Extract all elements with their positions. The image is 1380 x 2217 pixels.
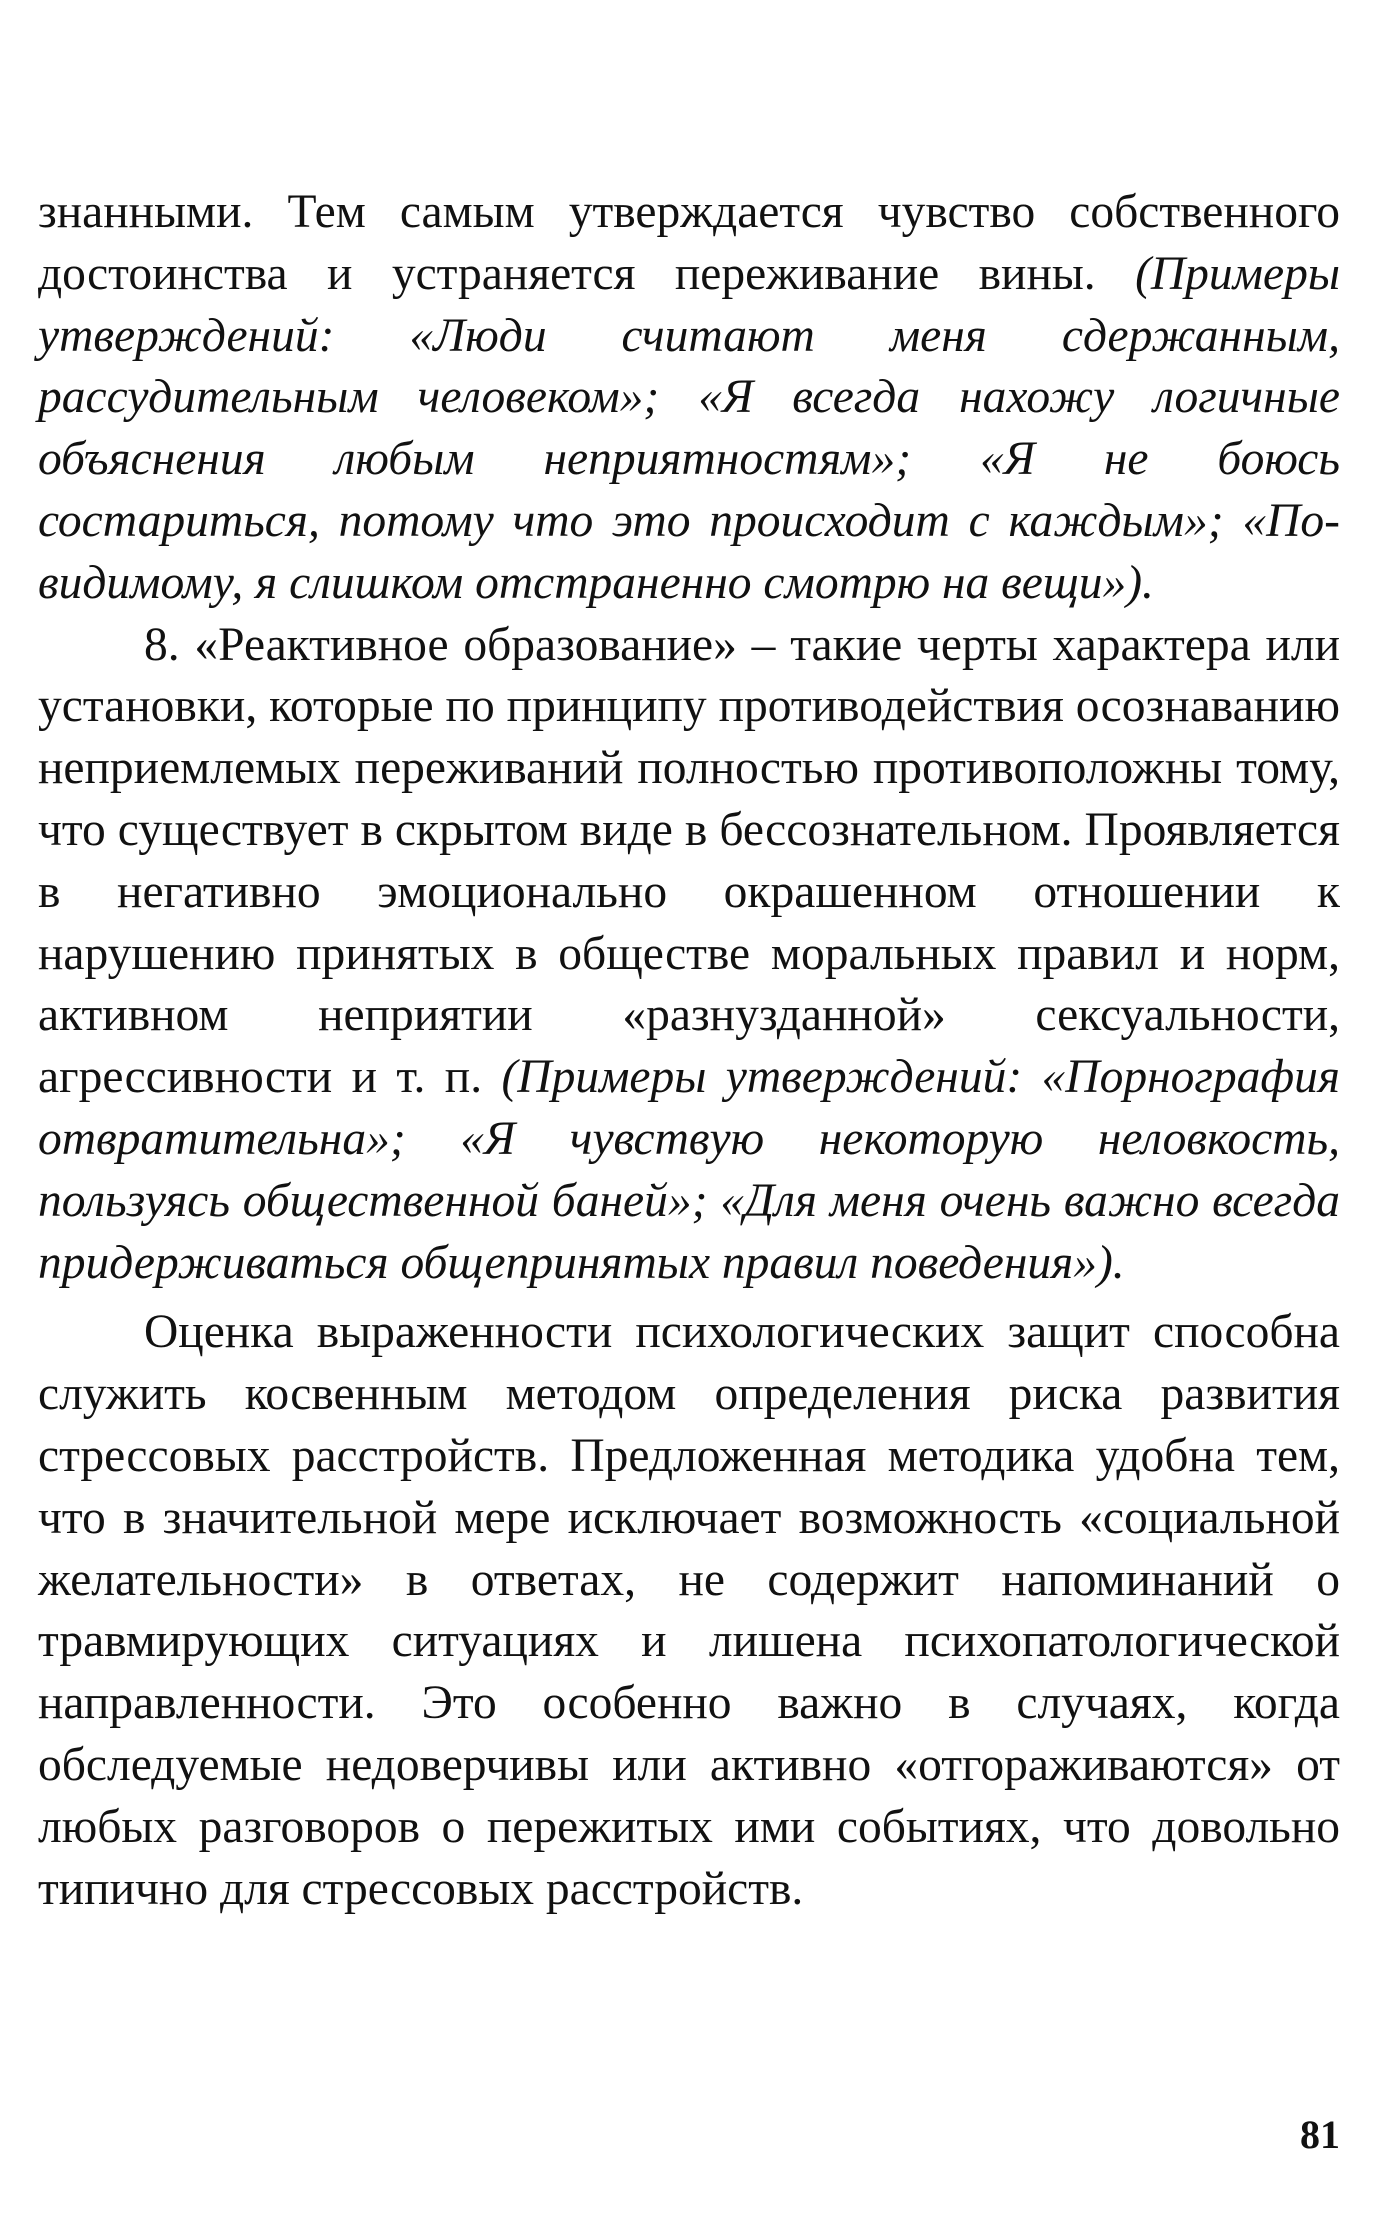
examples-italic: (Примеры утверждений: «Люди считают меня сдержанным, рассудительным человеком»; «Я всегда нахожу логичные объяснения любым неприятностям»; «Я не боюсь состариться, потому что это происходит с каждым»; «По-видимому, я слишком отстраненно смотрю на вещи»). [38, 247, 1340, 609]
paragraph-text: знанными. Тем самым утверждается чувство собственного достоинства и устраняется переживание вины. [38, 186, 1340, 300]
paragraph-text: Оценка выраженности психологических защит способна служить косвенным методом определения риска развития стрессовых расстройств. Предложенная методика удобна тем, что в значительной мере исключает возможность «социальной желательности» в ответах, не содержит напоминаний о травмирующих ситуациях и лишена психопатологической направленности. Это особенно важно в случаях, когда обследуемые недоверчивы или активно «отгораживаются» от любых разговоров о пережитых ими событиях, что довольно типично для стрессовых расстройств. [38, 1306, 1340, 1915]
paragraph-text: 8. «Реактивное образование» – такие черты характера или установки, которые по принципу противодействия осознаванию неприемлемых переживаний полностью противоположны тому, что существует в скрытом виде в бессознательном. Проявляется в негативно эмоционально окрашенном отношении к нарушению принятых в обществе моральных правил и норм, активном неприятии «разнузданной» сексуальности, агрессивности и т. п. [38, 618, 1340, 1104]
paragraph-continuation [38, 182, 1340, 615]
examples-italic: (Примеры утверждений: «Порнография отвратительна»; «Я чувствую некоторую неловкость, пользуясь общественной баней»; «Для меня очень важно всегда придерживаться общепринятых правил поведения»). [38, 1051, 1340, 1289]
body-text [38, 182, 1340, 1920]
page-number: 81 [1300, 2112, 1340, 2157]
paragraph-reactive-formation [38, 615, 1340, 1295]
paragraph-assessment [38, 1302, 1340, 1920]
